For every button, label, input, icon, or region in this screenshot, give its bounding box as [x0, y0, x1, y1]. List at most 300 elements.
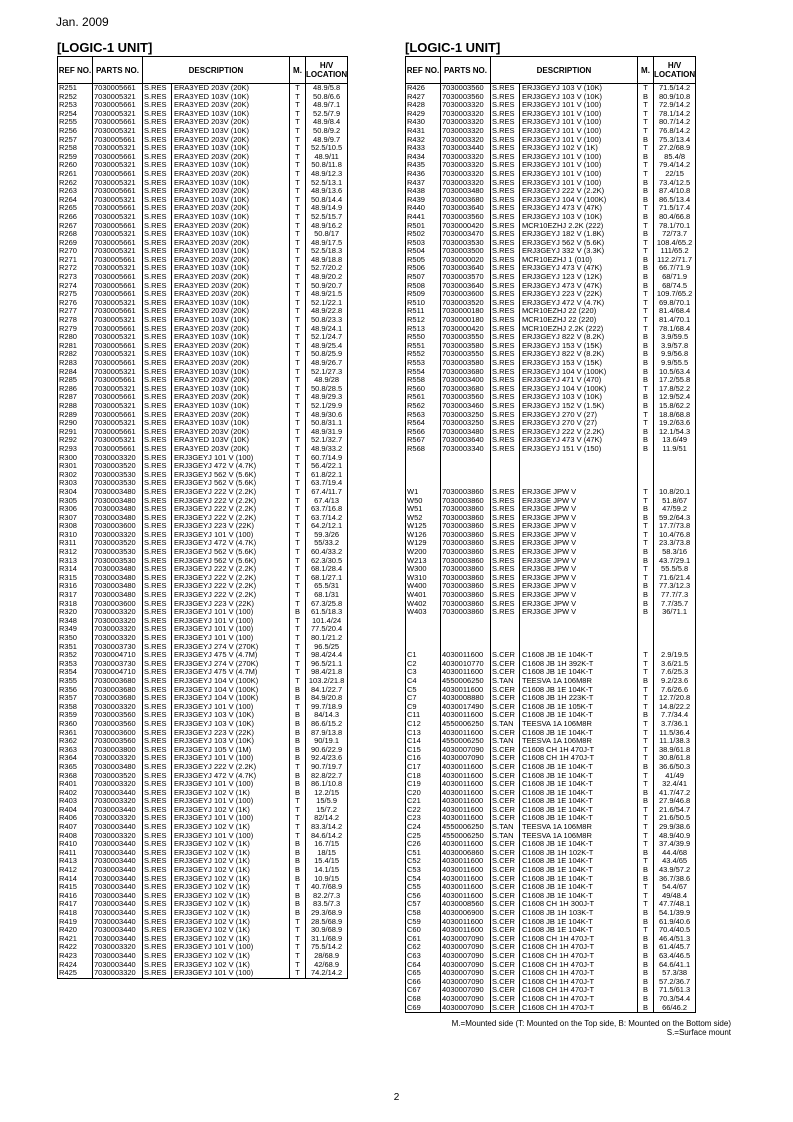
- part-type: S.RES: [143, 514, 172, 523]
- table-row: [58, 625, 348, 634]
- location: 82.2/7.3: [306, 892, 348, 901]
- mounted-side: T: [638, 720, 654, 729]
- parts-no: 4550006250: [441, 677, 491, 686]
- mounted-side: T: [290, 127, 306, 136]
- table-row: [406, 213, 696, 222]
- ref-no: R280: [58, 333, 93, 342]
- location: 80.9/10.8: [654, 93, 696, 102]
- location: 73.4/12.5: [654, 179, 696, 188]
- mounted-side: T: [638, 110, 654, 119]
- description: ERJ3GE JPW V: [520, 574, 638, 583]
- parts-no: 7030003480: [441, 428, 491, 437]
- mounted-side: B: [638, 273, 654, 282]
- parts-no: 7030003250: [441, 411, 491, 420]
- parts-no: 7030003480: [93, 763, 143, 772]
- mounted-side: T: [638, 222, 654, 231]
- table-row: [58, 282, 348, 291]
- description: ERA3YED 103V (10K): [172, 350, 290, 359]
- table-row: [58, 342, 348, 351]
- description: ERJ3GEYJ 153 V (15K): [520, 342, 638, 351]
- part-type: S.RES: [143, 428, 172, 437]
- table-row: [58, 471, 348, 480]
- parts-no: 7030003860: [441, 608, 491, 617]
- location: 84/14.3: [306, 711, 348, 720]
- ref-no: R425: [58, 969, 93, 978]
- ref-no: R307: [58, 514, 93, 523]
- part-type: S.RES: [491, 411, 520, 420]
- parts-no: 7030000020: [441, 256, 491, 265]
- mounted-side: T: [638, 660, 654, 669]
- ref-no: C20: [406, 789, 441, 798]
- mounted-side: T: [290, 488, 306, 497]
- location: 67.4/11.7: [306, 488, 348, 497]
- part-type: S.RES: [143, 832, 172, 841]
- description: ERJ3GEYJ 102 V (1K): [520, 144, 638, 153]
- part-type: S.RES: [143, 101, 172, 110]
- ref-no: W51: [406, 505, 441, 514]
- ref-no: C67: [406, 986, 441, 995]
- part-type: S.RES: [143, 531, 172, 540]
- description: ERJ3GE JPW V: [520, 582, 638, 591]
- location: 55/33.2: [306, 539, 348, 548]
- table-row: [406, 264, 696, 273]
- part-type: S.RES: [491, 488, 520, 497]
- description: C1608 JB 1E 104K-T: [520, 857, 638, 866]
- parts-no: 7030003860: [441, 488, 491, 497]
- mounted-side: T: [638, 694, 654, 703]
- description: C1608 JB 1E 104K-T: [520, 789, 638, 798]
- parts-no: 4030007090: [441, 978, 491, 987]
- table-row: [58, 574, 348, 583]
- mounted-side-note: M.=Mounted side (T: Mounted on the Top side, B: Mounted on the Bottom side): [451, 1019, 731, 1028]
- description: C1608 JB 1E 104K-T: [520, 711, 638, 720]
- mounted-side: T: [638, 746, 654, 755]
- part-type: S.RES: [143, 342, 172, 351]
- description: C1608 CH 1H 470J-T: [520, 986, 638, 995]
- table-row: [406, 342, 696, 351]
- location: 48.9/9.7: [306, 136, 348, 145]
- part-type: S.RES: [143, 290, 172, 299]
- ref-no: R290: [58, 419, 93, 428]
- description: ERJ3GEYJ 101 V (100): [520, 110, 638, 119]
- location: 3.9/57.8: [654, 342, 696, 351]
- mounted-side: T: [638, 488, 654, 497]
- part-type: S.RES: [491, 531, 520, 540]
- mounted-side: T: [638, 539, 654, 548]
- parts-no: [441, 462, 491, 471]
- parts-no: 7030003340: [441, 445, 491, 454]
- part-type: S.RES: [491, 101, 520, 110]
- description: C1608 CH 1H 470J-T: [520, 754, 638, 763]
- location: 63.4/46.5: [654, 952, 696, 961]
- description: ERJ3GE JPW V: [520, 548, 638, 557]
- parts-no: 4030011600: [441, 814, 491, 823]
- ref-no: C53: [406, 866, 441, 875]
- parts-no: 4030007090: [441, 935, 491, 944]
- mounted-side: T: [638, 247, 654, 256]
- part-type: S.CER: [491, 772, 520, 781]
- ref-no: C69: [406, 1004, 441, 1013]
- mounted-side: T: [290, 393, 306, 402]
- parts-no: 7030003860: [441, 600, 491, 609]
- location: [654, 634, 696, 643]
- location: 48.9/17.5: [306, 239, 348, 248]
- mounted-side: T: [290, 213, 306, 222]
- mounted-side: T: [290, 548, 306, 557]
- part-type: S.RES: [143, 204, 172, 213]
- ref-no: R357: [58, 694, 93, 703]
- mounted-side: B: [638, 797, 654, 806]
- description: ERA3YED 203V (20K): [172, 84, 290, 93]
- location: 52.5/15.7: [306, 213, 348, 222]
- part-type: [491, 471, 520, 480]
- mounted-side: T: [290, 376, 306, 385]
- ref-no: R403: [58, 797, 93, 806]
- part-type: S.RES: [143, 488, 172, 497]
- description: ERA3YED 203V (20K): [172, 342, 290, 351]
- mounted-side: T: [290, 307, 306, 316]
- mounted-side: B: [290, 849, 306, 858]
- description: ERJ3GEYJ 472 V (4.7K): [172, 539, 290, 548]
- location: 48.9/8.4: [306, 118, 348, 127]
- description: ERJ3GEYJ 472 V (4.7K): [520, 299, 638, 308]
- part-type: S.CER: [491, 909, 520, 918]
- ref-no: W126: [406, 531, 441, 540]
- table-row: [406, 359, 696, 368]
- ref-no: C52: [406, 857, 441, 866]
- parts-no: 7030003480: [93, 497, 143, 506]
- mounted-side: T: [290, 591, 306, 600]
- location: 36/71.1: [654, 608, 696, 617]
- location: 50.8/17: [306, 230, 348, 239]
- description: C1608 JB 1E 104K-T: [520, 926, 638, 935]
- table-row: [58, 161, 348, 170]
- location: 43.4/65: [654, 857, 696, 866]
- location: 50.9/20.7: [306, 282, 348, 291]
- part-type: S.CER: [491, 883, 520, 892]
- ref-no: R407: [58, 823, 93, 832]
- table-row: [58, 479, 348, 488]
- ref-no: C26: [406, 840, 441, 849]
- ref-no: R441: [406, 213, 441, 222]
- ref-no: [406, 479, 441, 488]
- location: 80.4/66.8: [654, 213, 696, 222]
- parts-no: 7030003680: [93, 677, 143, 686]
- parts-no: [441, 479, 491, 488]
- part-type: S.CER: [491, 995, 520, 1004]
- location: 111/65.2: [654, 247, 696, 256]
- ref-no: C57: [406, 900, 441, 909]
- mounted-side: T: [638, 118, 654, 127]
- ref-no: R288: [58, 402, 93, 411]
- parts-no: 4030011600: [441, 651, 491, 660]
- parts-no: 4030007090: [441, 1004, 491, 1013]
- parts-no: 7030005661: [93, 204, 143, 213]
- description: ERJ3GEYJ 101 V (100): [172, 943, 290, 952]
- ref-no: R269: [58, 239, 93, 248]
- parts-no: 7030003530: [441, 239, 491, 248]
- parts-no: 7030005321: [93, 247, 143, 256]
- location: 10.4/76.8: [654, 531, 696, 540]
- table-row: [58, 806, 348, 815]
- part-type: S.CER: [491, 875, 520, 884]
- location: 57.2/36.7: [654, 978, 696, 987]
- parts-no: 7030003560: [441, 213, 491, 222]
- table-row: [406, 393, 696, 402]
- parts-no: 7030003250: [441, 419, 491, 428]
- mounted-side: [638, 634, 654, 643]
- ref-no: R416: [58, 892, 93, 901]
- description: C1608 JB 1E 104K-T: [520, 729, 638, 738]
- ref-no: C61: [406, 935, 441, 944]
- description: ERA3YED 203V (20K): [172, 325, 290, 334]
- ref-no: W125: [406, 522, 441, 531]
- parts-no: [441, 471, 491, 480]
- table-row: [58, 840, 348, 849]
- part-type: S.CER: [491, 849, 520, 858]
- description: ERA3YED 103V (10K): [172, 436, 290, 445]
- ref-no: C12: [406, 720, 441, 729]
- ref-no: C24: [406, 823, 441, 832]
- location: 48.9/11: [306, 153, 348, 162]
- part-type: S.RES: [491, 505, 520, 514]
- part-type: S.RES: [143, 522, 172, 531]
- parts-no: 7030003480: [93, 582, 143, 591]
- part-type: S.RES: [491, 196, 520, 205]
- mounted-side: T: [290, 161, 306, 170]
- description: ERJ3GEYJ 822 V (8.2K): [520, 333, 638, 342]
- parts-no: 7030003470: [441, 230, 491, 239]
- parts-no: 7030003320: [93, 780, 143, 789]
- location: 49/48.4: [654, 892, 696, 901]
- description: ERA3YED 103V (10K): [172, 333, 290, 342]
- table-row: [406, 918, 696, 927]
- part-type: S.RES: [143, 539, 172, 548]
- table-row: [58, 729, 348, 738]
- mounted-side: B: [638, 961, 654, 970]
- location: 48.9/20.2: [306, 273, 348, 282]
- location: 67.3/25.8: [306, 600, 348, 609]
- location: 11.9/51: [654, 445, 696, 454]
- description: ERJ3GEYJ 103 V (10K): [520, 213, 638, 222]
- ref-no: R256: [58, 127, 93, 136]
- description: ERJ3GEYJ 223 V (22K): [520, 290, 638, 299]
- location: 19.2/63.6: [654, 419, 696, 428]
- location: 2.9/19.5: [654, 651, 696, 660]
- ref-no: R268: [58, 230, 93, 239]
- description: ERJ3GEYJ 101 V (100): [520, 153, 638, 162]
- parts-no: 7030003320: [93, 625, 143, 634]
- ref-no: W310: [406, 574, 441, 583]
- parts-no: 7030005661: [93, 428, 143, 437]
- mounted-side: B: [638, 582, 654, 591]
- ref-no: R283: [58, 359, 93, 368]
- part-type: S.RES: [143, 711, 172, 720]
- description: ERJ3GEYJ 101 V (100): [172, 634, 290, 643]
- ref-no: R439: [406, 196, 441, 205]
- mounted-side: T: [290, 660, 306, 669]
- ref-no: R508: [406, 282, 441, 291]
- description: C1608 JB 1E 104K-T: [520, 892, 638, 901]
- mounted-side: T: [638, 883, 654, 892]
- description: ERJ3GEYJ 472 V (4.7K): [172, 462, 290, 471]
- part-type: S.RES: [491, 316, 520, 325]
- table-row: [406, 677, 696, 686]
- part-type: S.RES: [143, 875, 172, 884]
- parts-no: 7030003560: [441, 393, 491, 402]
- ref-no: R358: [58, 703, 93, 712]
- description: ERJ3GEYJ 105 V (1M): [172, 746, 290, 755]
- location: 48.9/29.3: [306, 393, 348, 402]
- part-type: S.CER: [491, 763, 520, 772]
- ref-no: R353: [58, 660, 93, 669]
- ref-no: R506: [406, 264, 441, 273]
- part-type: S.CER: [491, 754, 520, 763]
- mounted-side: T: [290, 385, 306, 394]
- ref-no: R355: [58, 677, 93, 686]
- ref-no: R553: [406, 359, 441, 368]
- description: ERJ3GEYJ 102 V (1K): [172, 789, 290, 798]
- mounted-side: B: [638, 187, 654, 196]
- location: 27.2/68.9: [654, 144, 696, 153]
- location: 28.5/68.9: [306, 918, 348, 927]
- table-row: [58, 694, 348, 703]
- description: ERA3YED 103V (10K): [172, 247, 290, 256]
- description: ERJ3GEYJ 102 V (1K): [172, 883, 290, 892]
- location: 83.3/14.2: [306, 823, 348, 832]
- parts-no: 7030000180: [441, 316, 491, 325]
- parts-no: 7030003860: [441, 522, 491, 531]
- ref-no: C18: [406, 772, 441, 781]
- ref-no: R349: [58, 625, 93, 634]
- location: 28/68.9: [306, 952, 348, 961]
- part-type: S.RES: [143, 213, 172, 222]
- mounted-side: B: [638, 763, 654, 772]
- mounted-side: T: [290, 333, 306, 342]
- ref-no: R271: [58, 256, 93, 265]
- location: 84.6/14.2: [306, 832, 348, 841]
- part-type: S.RES: [143, 127, 172, 136]
- table-row: [406, 772, 696, 781]
- description: ERA3YED 203V (20K): [172, 204, 290, 213]
- parts-no: 7030003460: [441, 402, 491, 411]
- mounted-side: T: [290, 359, 306, 368]
- description: C1608 JB 1E 104K-T: [520, 772, 638, 781]
- table-row: [58, 514, 348, 523]
- description: ERJ3GEYJ 102 V (1K): [172, 857, 290, 866]
- ref-no: W52: [406, 514, 441, 523]
- part-type: S.CER: [491, 660, 520, 669]
- parts-no: 7030003320: [93, 703, 143, 712]
- ref-no: R293: [58, 445, 93, 454]
- table-row: [58, 875, 348, 884]
- parts-no: 4030011600: [441, 789, 491, 798]
- part-type: S.RES: [491, 436, 520, 445]
- parts-no: [441, 625, 491, 634]
- ref-no: R251: [58, 84, 93, 93]
- mounted-side: B: [638, 986, 654, 995]
- table-row: [406, 497, 696, 506]
- part-type: S.RES: [143, 247, 172, 256]
- parts-no: 7030003600: [93, 600, 143, 609]
- part-type: S.RES: [143, 548, 172, 557]
- table-row: [58, 660, 348, 669]
- ref-no: R282: [58, 350, 93, 359]
- part-type: S.RES: [143, 574, 172, 583]
- mounted-side: [638, 643, 654, 652]
- parts-no: 4030007090: [441, 754, 491, 763]
- ref-no: R430: [406, 118, 441, 127]
- mounted-side: T: [290, 668, 306, 677]
- table-row: [406, 866, 696, 875]
- table-row: [406, 643, 696, 652]
- description: ERJ3GEYJ 223 V (22K): [172, 522, 290, 531]
- table-row: [58, 763, 348, 772]
- part-type: S.RES: [143, 720, 172, 729]
- description: C1608 JB 1E 104K-T: [520, 840, 638, 849]
- description: ERA3YED 203V (20K): [172, 256, 290, 265]
- location: 79.4/14.2: [654, 161, 696, 170]
- ref-no: R423: [58, 952, 93, 961]
- mounted-side: T: [290, 368, 306, 377]
- parts-no: 4030006900: [441, 909, 491, 918]
- parts-no: 7030005661: [93, 307, 143, 316]
- location: 66.7/71.9: [654, 264, 696, 273]
- location: 15.8/62.2: [654, 402, 696, 411]
- mounted-side: B: [638, 213, 654, 222]
- part-type: S.CER: [491, 814, 520, 823]
- description: ERJ3GEYJ 101 V (100): [172, 703, 290, 712]
- part-type: S.RES: [491, 565, 520, 574]
- description: MCR10EZHJ 22 (220): [520, 307, 638, 316]
- part-type: S.RES: [143, 668, 172, 677]
- mounted-side: B: [638, 952, 654, 961]
- table-row: [58, 230, 348, 239]
- description: ERA3YED 203V (20K): [172, 307, 290, 316]
- mounted-side: [638, 462, 654, 471]
- description: ERJ3GEYJ 102 V (1K): [172, 892, 290, 901]
- part-type: [491, 625, 520, 634]
- ref-no: R501: [406, 222, 441, 231]
- location: 54.1/39.9: [654, 909, 696, 918]
- part-type: S.RES: [491, 170, 520, 179]
- parts-no: 7030003440: [93, 840, 143, 849]
- description: ERJ3GEYJ 222 V (2.2K): [172, 582, 290, 591]
- parts-no: 4030007090: [441, 969, 491, 978]
- table-row: [406, 256, 696, 265]
- location: 43.7/29.1: [654, 557, 696, 566]
- table-row: [58, 316, 348, 325]
- description: ERJ3GEYJ 222 V (2.2K): [520, 187, 638, 196]
- table-row: [58, 333, 348, 342]
- mounted-side: B: [290, 780, 306, 789]
- parts-no: 7030003320: [93, 969, 143, 978]
- table-row: [58, 411, 348, 420]
- table-row: [58, 754, 348, 763]
- part-type: S.CER: [491, 866, 520, 875]
- parts-no: 7030003440: [93, 875, 143, 884]
- location: 32.4/41: [654, 780, 696, 789]
- table-row: [406, 686, 696, 695]
- mounted-side: B: [290, 789, 306, 798]
- ref-no: R254: [58, 110, 93, 119]
- location: 7.7/34.4: [654, 711, 696, 720]
- mounted-side: B: [638, 136, 654, 145]
- table-row: [406, 316, 696, 325]
- description: C1608 CH 1H 470J-T: [520, 969, 638, 978]
- description: C1608 JB 1E 104K-T: [520, 866, 638, 875]
- part-type: S.RES: [491, 428, 520, 437]
